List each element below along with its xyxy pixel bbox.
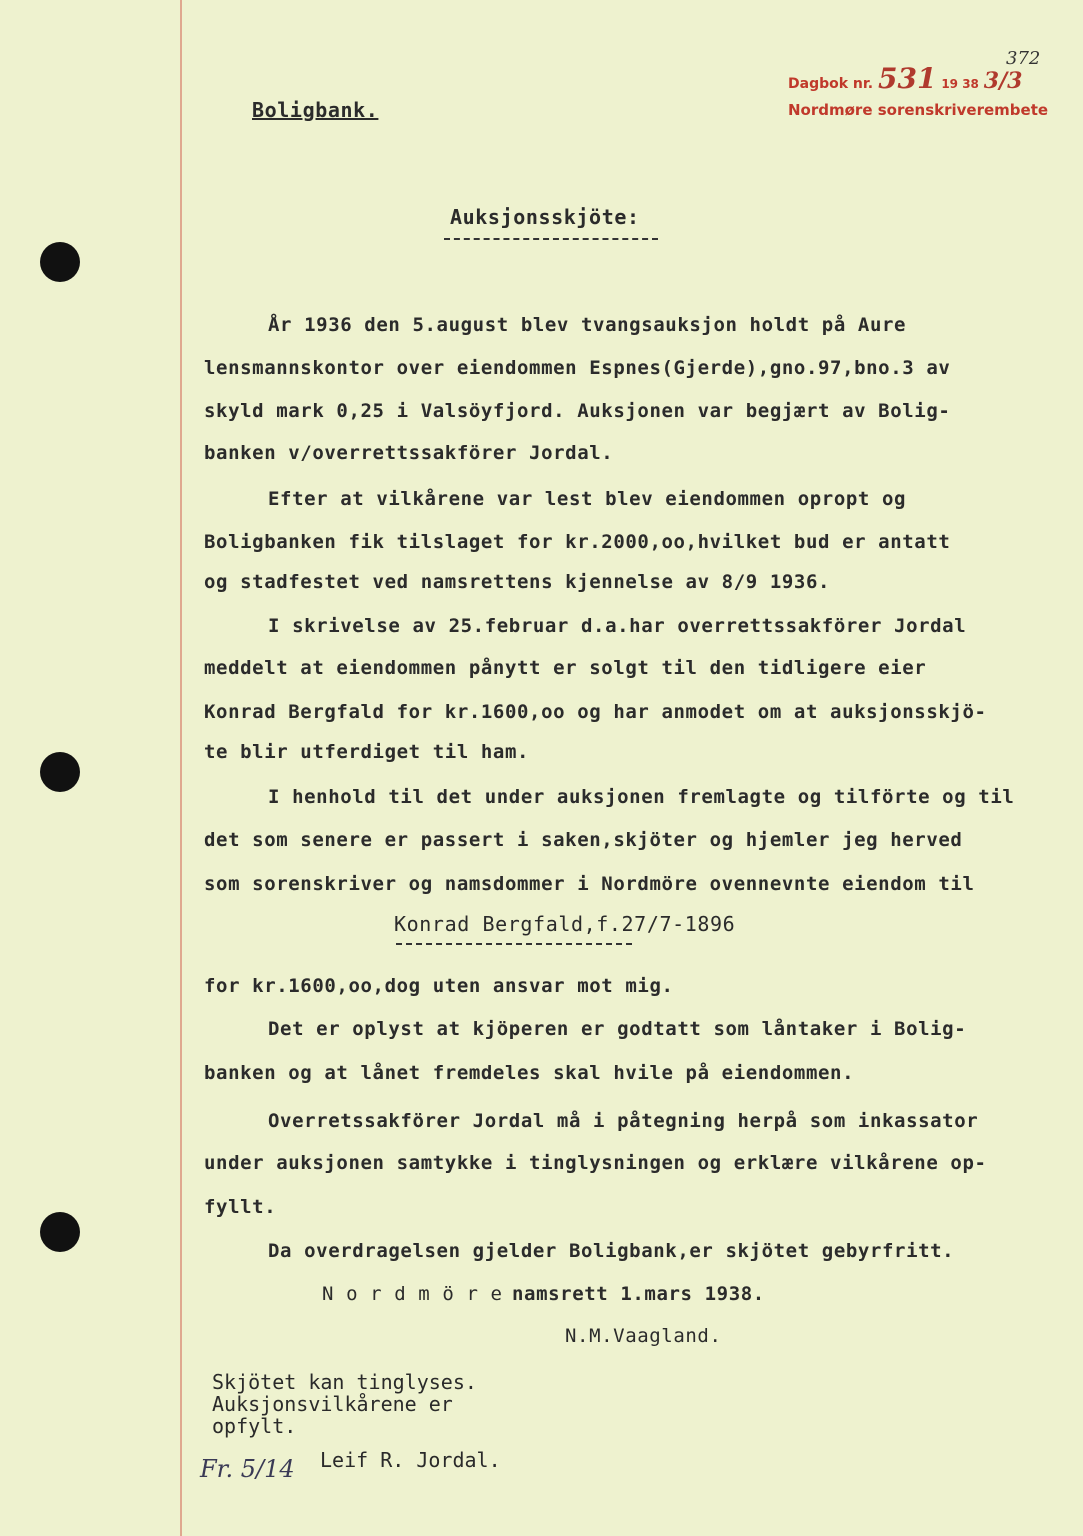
stamp-year: 19 38	[941, 77, 979, 91]
journal-stamp	[788, 62, 1022, 95]
paragraph-line: te blir utferdiget til ham.	[204, 741, 530, 763]
punch-hole	[40, 242, 80, 282]
annotation-line: Auksjonsvilkårene er	[212, 1392, 453, 1416]
annotation-line: Skjötet kan tinglyses.	[212, 1370, 477, 1394]
stamp-office: Nordmøre sorenskriverembete	[788, 101, 1049, 119]
paragraph-line: det som senere er passert i saken,skjöter og hjemler jeg herved	[204, 829, 963, 851]
header-title: Boligbank.	[252, 98, 379, 122]
title-underline	[444, 238, 658, 240]
page-number: 372	[1006, 48, 1041, 69]
punch-hole	[40, 752, 80, 792]
punch-hole	[40, 1212, 80, 1252]
annotation-line: opfylt.	[212, 1414, 297, 1438]
signature-name: N.M.Vaagland.	[565, 1325, 722, 1347]
place-spaced: N o r d m ö r e	[322, 1283, 503, 1305]
document-title: Auksjonsskjöte:	[450, 205, 640, 229]
paragraph-line: meddelt at eiendommen pånytt er solgt til den tidligere eier	[204, 657, 927, 679]
paragraph-line: banken og at lånet fremdeles skal hvile på eiendommen.	[204, 1062, 855, 1084]
paragraph-line: I skrivelse av 25.februar d.a.har overrettssakförer Jordal	[268, 615, 967, 637]
paragraph-line: lensmannskontor over eiendommen Espnes(Gjerde),gno.97,bno.3 av	[204, 357, 951, 379]
paragraph-line: som sorenskriver og namsdommer i Nordmöre ovennevnte eiendom til	[204, 873, 975, 895]
margin-line	[180, 0, 182, 1536]
buyer-line: Konrad Bergfald,f.27/7-1896	[394, 912, 736, 936]
paragraph-line: Overretssakförer Jordal må i påtegning herpå som inkassator	[268, 1110, 979, 1132]
stamp-date: 3/3	[983, 68, 1023, 94]
stamp-prefix: Dagbok nr.	[788, 76, 874, 92]
paragraph-line: under auksjonen samtykke i tinglysningen og erklære vilkårene op-	[204, 1152, 987, 1174]
price-line: for kr.1600,oo,dog uten ansvar mot mig.	[204, 975, 674, 997]
annotation-signer: Leif R. Jordal.	[320, 1448, 501, 1472]
paragraph-line: Efter at vilkårene var lest blev eiendommen opropt og	[268, 488, 907, 510]
paragraph-line: og stadfestet ved namsrettens kjennelse av 8/9 1936.	[204, 571, 831, 593]
paragraph-line: skyld mark 0,25 i Valsöyfjord. Auksjonen var begjært av Bolig-	[204, 400, 951, 422]
handwritten-note: Fr. 5/14	[200, 1455, 295, 1483]
paragraph-line: Da overdragelsen gjelder Boligbank,er skjötet gebyrfritt.	[268, 1240, 955, 1262]
paragraph-line: Det er oplyst at kjöperen er godtatt som låntaker i Bolig-	[268, 1018, 967, 1040]
stamp-number: 531	[877, 62, 937, 95]
buyer-underline	[396, 943, 632, 945]
paragraph-line: fyllt.	[204, 1196, 277, 1218]
place-date: namsrett 1.mars 1938.	[512, 1283, 765, 1305]
paragraph-line: År 1936 den 5.august blev tvangsauksjon holdt på Aure	[268, 314, 907, 336]
paragraph-line: Boligbanken fik tilslaget for kr.2000,oo,hvilket bud er antatt	[204, 531, 951, 553]
paragraph-line: I henhold til det under auksjonen fremlagte og tilförte og til	[268, 786, 1015, 808]
paragraph-line: banken v/overrettssakförer Jordal.	[204, 442, 614, 464]
paragraph-line: Konrad Bergfald for kr.1600,oo og har anmodet om at auksjonsskjö-	[204, 701, 987, 723]
